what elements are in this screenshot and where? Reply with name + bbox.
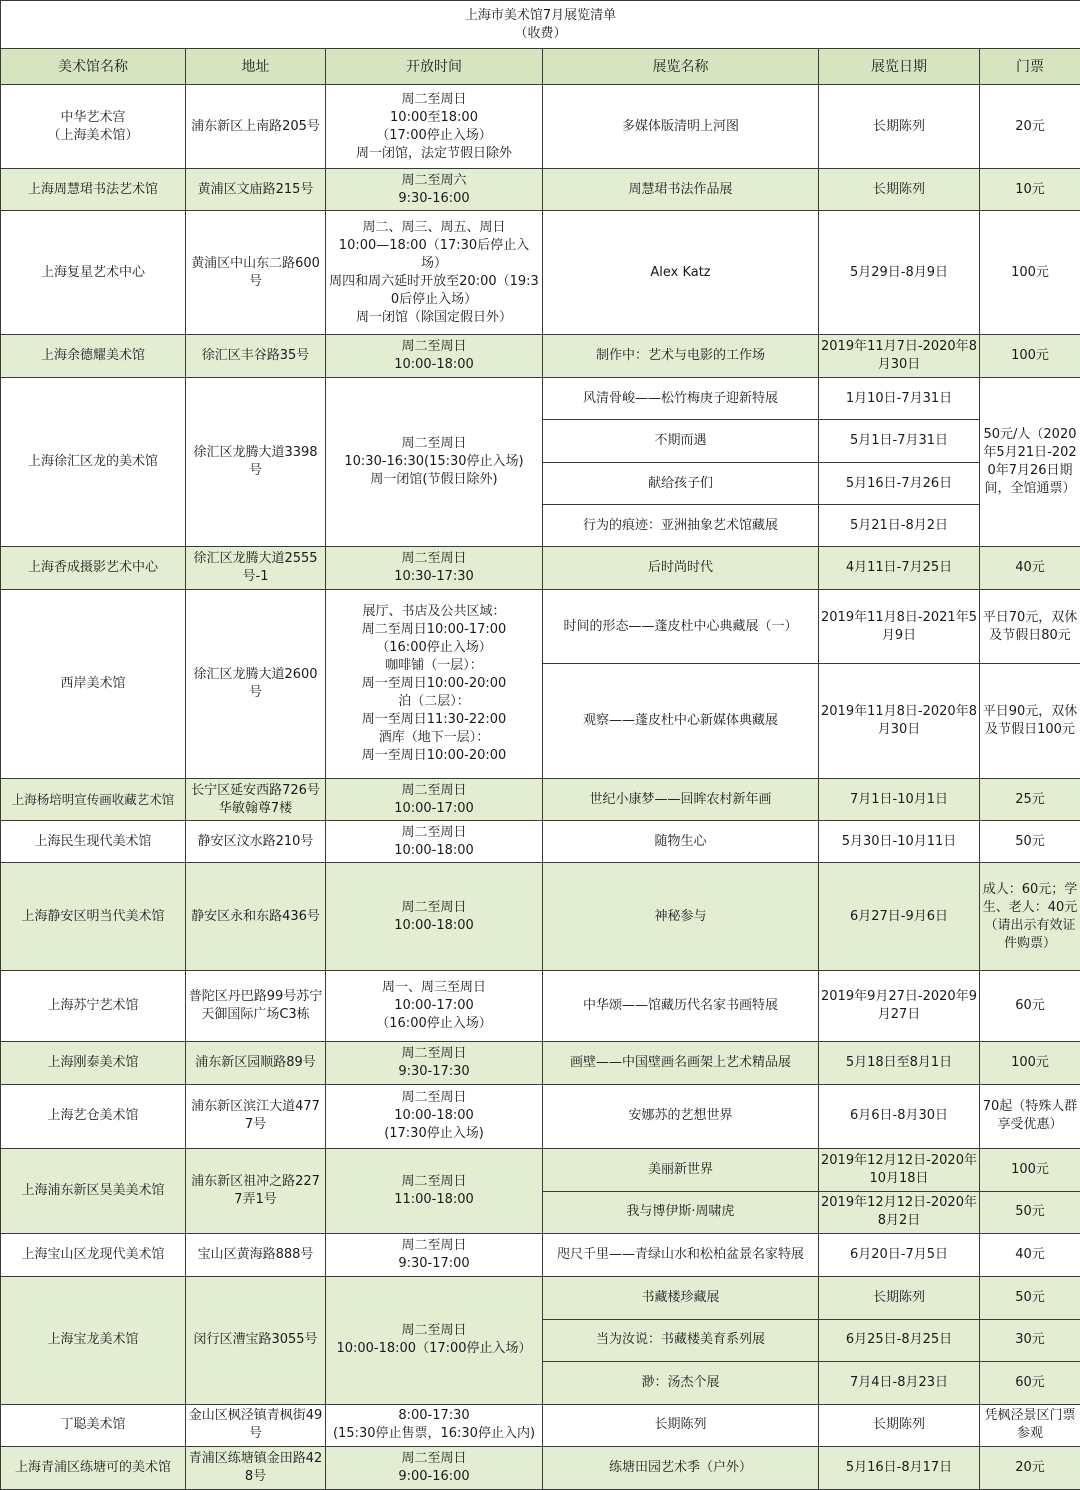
exhibition-title: 当为汝说：书藏楼美育系列展 bbox=[543, 1319, 819, 1361]
exhibition-date: 2019年12月12日-2020年10月18日 bbox=[819, 1148, 980, 1191]
exhibition-title: 安娜苏的艺想世界 bbox=[543, 1084, 819, 1148]
exhibition-date: 2019年12月12日-2020年8月2日 bbox=[819, 1191, 980, 1233]
table-row bbox=[1, 1233, 1080, 1276]
exhibition-title: Alex Katz bbox=[543, 211, 819, 335]
museum-name: 上海刚泰美术馆 bbox=[1, 1041, 186, 1084]
opening-hours: 周二、周三、周五、周日 10:00—18:00（17:30后停止入场） 周四和周六延时开放至20:00（19:30后停止入场） 周一闭馆（除国定假日外） bbox=[326, 211, 543, 335]
exhibition-title: 行为的痕迹：亚洲抽象艺术馆藏展 bbox=[543, 505, 819, 547]
museum-address: 徐汇区丰谷路35号 bbox=[186, 335, 326, 378]
ticket-price: 成人：60元；学生、老人：40元（请出示有效证件购票） bbox=[980, 863, 1080, 971]
museum-name: 上海香成摄影艺术中心 bbox=[1, 547, 186, 590]
exhibition-date: 4月11日-7月25日 bbox=[819, 547, 980, 590]
opening-hours: 8:00-17:30 (15:30停止售票，16:30停止入内) bbox=[326, 1404, 543, 1446]
museum-address: 浦东新区滨江大道4777号 bbox=[186, 1084, 326, 1148]
exhibition-title: 书藏楼珍藏展 bbox=[543, 1276, 819, 1319]
opening-hours: 周二至周日 11:00-18:00 bbox=[326, 1148, 543, 1233]
exhibition-title: 神秘参与 bbox=[543, 863, 819, 971]
museum-address: 金山区枫泾镇青枫街49号 bbox=[186, 1404, 326, 1446]
exhibition-title: 风清骨峻——松竹梅庚子迎新特展 bbox=[543, 378, 819, 420]
museum-name: 上海民生现代美术馆 bbox=[1, 821, 186, 863]
exhibition-title: 周慧珺书法作品展 bbox=[543, 169, 819, 211]
exhibition-date: 6月20日-7月5日 bbox=[819, 1233, 980, 1276]
exhibition-date: 5月21日-8月2日 bbox=[819, 505, 980, 547]
header-exhibition-name: 展览名称 bbox=[543, 49, 819, 85]
museum-address: 宝山区黄海路888号 bbox=[186, 1233, 326, 1276]
exhibition-date: 5月16日-7月26日 bbox=[819, 463, 980, 505]
museum-address: 青浦区练塘镇金田路428号 bbox=[186, 1446, 326, 1489]
exhibition-date: 5月30日-10月11日 bbox=[819, 821, 980, 863]
exhibition-date: 长期陈列 bbox=[819, 85, 980, 169]
museum-address: 黄浦区文庙路215号 bbox=[186, 169, 326, 211]
ticket-price: 凭枫泾景区门票参观 bbox=[980, 1404, 1080, 1446]
header-exhibition-date: 展览日期 bbox=[819, 49, 980, 85]
opening-hours: 展厅、书店及公共区域： 周二至周日10:00-17:00 （16:00停止入场） 咖啡铺（一层）： 周一至周日10:00-20:00 泊（二层）： 周一至周日11:30-22:00 酒库（地下一层）： 周一至周日10:00-20:00 bbox=[326, 590, 543, 779]
header-opening-hours: 开放时间 bbox=[326, 49, 543, 85]
opening-hours: 周二至周日 10:30-17:30 bbox=[326, 547, 543, 590]
opening-hours: 周二至周日 10:00-17:00 bbox=[326, 779, 543, 821]
ticket-price: 50元/人（2020年5月21日-2020年7月26日期间，全馆通票） bbox=[980, 378, 1080, 547]
opening-hours: 周二至周日 10:00-18:00 bbox=[326, 821, 543, 863]
museum-name: 上海徐汇区龙的美术馆 bbox=[1, 378, 186, 547]
table-row bbox=[1, 547, 1080, 590]
exhibition-date: 长期陈列 bbox=[819, 1404, 980, 1446]
museum-address: 静安区永和东路436号 bbox=[186, 863, 326, 971]
exhibition-date: 2019年9月27日-2020年9月27日 bbox=[819, 971, 980, 1041]
exhibition-date: 7月1日-10月1日 bbox=[819, 779, 980, 821]
ticket-price: 50元 bbox=[980, 1276, 1080, 1319]
ticket-price: 20元 bbox=[980, 85, 1080, 169]
ticket-price: 60元 bbox=[980, 1361, 1080, 1404]
table-row bbox=[1, 779, 1080, 821]
exhibition-date: 1月10日-7月31日 bbox=[819, 378, 980, 420]
table-row bbox=[1, 971, 1080, 1041]
header-address: 地址 bbox=[186, 49, 326, 85]
museum-address: 徐汇区龙腾大道2555号-1 bbox=[186, 547, 326, 590]
exhibition-date: 7月4日-8月23日 bbox=[819, 1361, 980, 1404]
museum-name: 上海浦东新区昊美美术馆 bbox=[1, 1148, 186, 1233]
exhibition-title: 观察——蓬皮杜中心新媒体典藏展 bbox=[543, 664, 819, 779]
exhibition-date: 5月18日至8月1日 bbox=[819, 1041, 980, 1084]
table-row bbox=[1, 211, 1080, 335]
exhibition-title: 制作中：艺术与电影的工作场 bbox=[543, 335, 819, 378]
ticket-price: 100元 bbox=[980, 211, 1080, 335]
exhibition-title: 不期而遇 bbox=[543, 420, 819, 463]
page-title bbox=[1, 1, 1080, 49]
table-row bbox=[1, 821, 1080, 863]
table-row bbox=[1, 1446, 1080, 1489]
opening-hours: 周二至周日 9:30-17:30 bbox=[326, 1041, 543, 1084]
museum-name: 上海杨培明宣传画收藏艺术馆 bbox=[1, 779, 186, 821]
museum-name: 上海艺仓美术馆 bbox=[1, 1084, 186, 1148]
ticket-price: 50元 bbox=[980, 821, 1080, 863]
ticket-price: 100元 bbox=[980, 1041, 1080, 1084]
exhibition-date: 2019年11月8日-2021年5月9日 bbox=[819, 590, 980, 664]
exhibition-title: 时间的形态——蓬皮杜中心典藏展（一） bbox=[543, 590, 819, 664]
museum-name: 上海静安区明当代美术馆 bbox=[1, 863, 186, 971]
museum-name: 西岸美术馆 bbox=[1, 590, 186, 779]
museum-name: 上海青浦区练塘可的美术馆 bbox=[1, 1446, 186, 1489]
museum-address: 徐汇区龙腾大道3398号 bbox=[186, 378, 326, 547]
museum-name: 上海宝山区龙现代美术馆 bbox=[1, 1233, 186, 1276]
exhibition-title: 美丽新世界 bbox=[543, 1148, 819, 1191]
table-row bbox=[1, 590, 1080, 664]
title-line-2: （收费） bbox=[514, 25, 567, 41]
museum-address: 浦东新区祖冲之路2277弄1号 bbox=[186, 1148, 326, 1233]
opening-hours: 周二至周日 10:00-18:00 bbox=[326, 863, 543, 971]
ticket-price: 20元 bbox=[980, 1446, 1080, 1489]
exhibition-title: 后时尚时代 bbox=[543, 547, 819, 590]
table-row bbox=[1, 1084, 1080, 1148]
museum-name: 上海苏宁艺术馆 bbox=[1, 971, 186, 1041]
museum-name: 丁聪美术馆 bbox=[1, 1404, 186, 1446]
exhibition-title: 练塘田园艺术季（户外） bbox=[543, 1446, 819, 1489]
title-line-1: 上海市美术馆7月展览清单 bbox=[464, 7, 617, 23]
ticket-price: 60元 bbox=[980, 971, 1080, 1041]
museum-name: 上海周慧珺书法艺术馆 bbox=[1, 169, 186, 211]
exhibition-title: 随物生心 bbox=[543, 821, 819, 863]
exhibition-title: 中华颂——馆藏历代名家书画特展 bbox=[543, 971, 819, 1041]
museum-address: 浦东新区园顺路89号 bbox=[186, 1041, 326, 1084]
exhibition-date: 2019年11月8日-2020年8月30日 bbox=[819, 664, 980, 779]
opening-hours: 周二至周日 10:00-18:00 (17:30停止入场) bbox=[326, 1084, 543, 1148]
opening-hours: 周二至周日 10:30-16:30(15:30停止入场) 周一闭馆(节假日除外) bbox=[326, 378, 543, 547]
museum-name: 上海宝龙美术馆 bbox=[1, 1276, 186, 1404]
table-row bbox=[1, 863, 1080, 971]
museum-address: 闵行区漕宝路3055号 bbox=[186, 1276, 326, 1404]
opening-hours: 周二至周六 9:30-16:00 bbox=[326, 169, 543, 211]
opening-hours: 周二至周日 9:30-17:00 bbox=[326, 1233, 543, 1276]
opening-hours: 周一、周三至周日 10:00-17:00 （16:00停止入场） bbox=[326, 971, 543, 1041]
museum-address: 黄浦区中山东二路600号 bbox=[186, 211, 326, 335]
exhibition-date: 2019年11月7日-2020年8月30日 bbox=[819, 335, 980, 378]
museum-name: 上海复星艺术中心 bbox=[1, 211, 186, 335]
ticket-price: 10元 bbox=[980, 169, 1080, 211]
exhibition-title: 我与博伊斯·周啸虎 bbox=[543, 1191, 819, 1233]
museum-address: 普陀区丹巴路99号苏宁天御国际广场C3栋 bbox=[186, 971, 326, 1041]
exhibition-date: 6月6日-8月30日 bbox=[819, 1084, 980, 1148]
opening-hours: 周二至周日 10:00-18:00（17:00停止入场） bbox=[326, 1276, 543, 1404]
table-row bbox=[1, 335, 1080, 378]
opening-hours: 周二至周日 9:00-16:00 bbox=[326, 1446, 543, 1489]
ticket-price: 25元 bbox=[980, 779, 1080, 821]
table-row bbox=[1, 1041, 1080, 1084]
exhibition-title: 咫尺千里——青绿山水和松柏盆景名家特展 bbox=[543, 1233, 819, 1276]
exhibition-date: 5月1日-7月31日 bbox=[819, 420, 980, 463]
exhibition-date: 6月25日-8月25日 bbox=[819, 1319, 980, 1361]
exhibition-title: 多媒体版清明上河图 bbox=[543, 85, 819, 169]
ticket-price: 平日70元，双休及节假日80元 bbox=[980, 590, 1080, 664]
museum-address: 静安区汶水路210号 bbox=[186, 821, 326, 863]
table-row bbox=[1, 1404, 1080, 1446]
exhibition-date: 5月29日-8月9日 bbox=[819, 211, 980, 335]
table-row bbox=[1, 85, 1080, 169]
exhibition-title: 世纪小康梦——回眸农村新年画 bbox=[543, 779, 819, 821]
exhibition-date: 长期陈列 bbox=[819, 169, 980, 211]
header-ticket: 门票 bbox=[980, 49, 1080, 85]
museum-name: 上海余德耀美术馆 bbox=[1, 335, 186, 378]
opening-hours: 周二至周日 10:00至18:00 （17:00停止入场） 周一闭馆，法定节假日除外 bbox=[326, 85, 543, 169]
museum-address: 徐汇区龙腾大道2600号 bbox=[186, 590, 326, 779]
exhibition-title: 长期陈列 bbox=[543, 1404, 819, 1446]
museum-name: 中华艺术宫 （上海美术馆） bbox=[1, 85, 186, 169]
exhibition-title: 画壁——中国壁画名画架上艺术精品展 bbox=[543, 1041, 819, 1084]
exhibition-date: 6月27日-9月6日 bbox=[819, 863, 980, 971]
opening-hours: 周二至周日 10:00-18:00 bbox=[326, 335, 543, 378]
museum-address: 长宁区延安西路726号华敏翰尊7楼 bbox=[186, 779, 326, 821]
exhibition-title: 献给孩子们 bbox=[543, 463, 819, 505]
ticket-price: 30元 bbox=[980, 1319, 1080, 1361]
table-row bbox=[1, 1148, 1080, 1191]
exhibition-title: 渺：汤杰个展 bbox=[543, 1361, 819, 1404]
ticket-price: 100元 bbox=[980, 335, 1080, 378]
table-row bbox=[1, 1276, 1080, 1319]
table-row bbox=[1, 378, 1080, 420]
ticket-price: 50元 bbox=[980, 1191, 1080, 1233]
exhibition-date: 5月16日-8月17日 bbox=[819, 1446, 980, 1489]
ticket-price: 40元 bbox=[980, 1233, 1080, 1276]
ticket-price: 100元 bbox=[980, 1148, 1080, 1191]
ticket-price: 70起（特殊人群享受优惠） bbox=[980, 1084, 1080, 1148]
museum-address: 浦东新区上南路205号 bbox=[186, 85, 326, 169]
exhibition-date: 长期陈列 bbox=[819, 1276, 980, 1319]
header-museum-name: 美术馆名称 bbox=[1, 49, 186, 85]
ticket-price: 40元 bbox=[980, 547, 1080, 590]
table-row bbox=[1, 169, 1080, 211]
ticket-price: 平日90元，双休及节假日100元 bbox=[980, 664, 1080, 779]
